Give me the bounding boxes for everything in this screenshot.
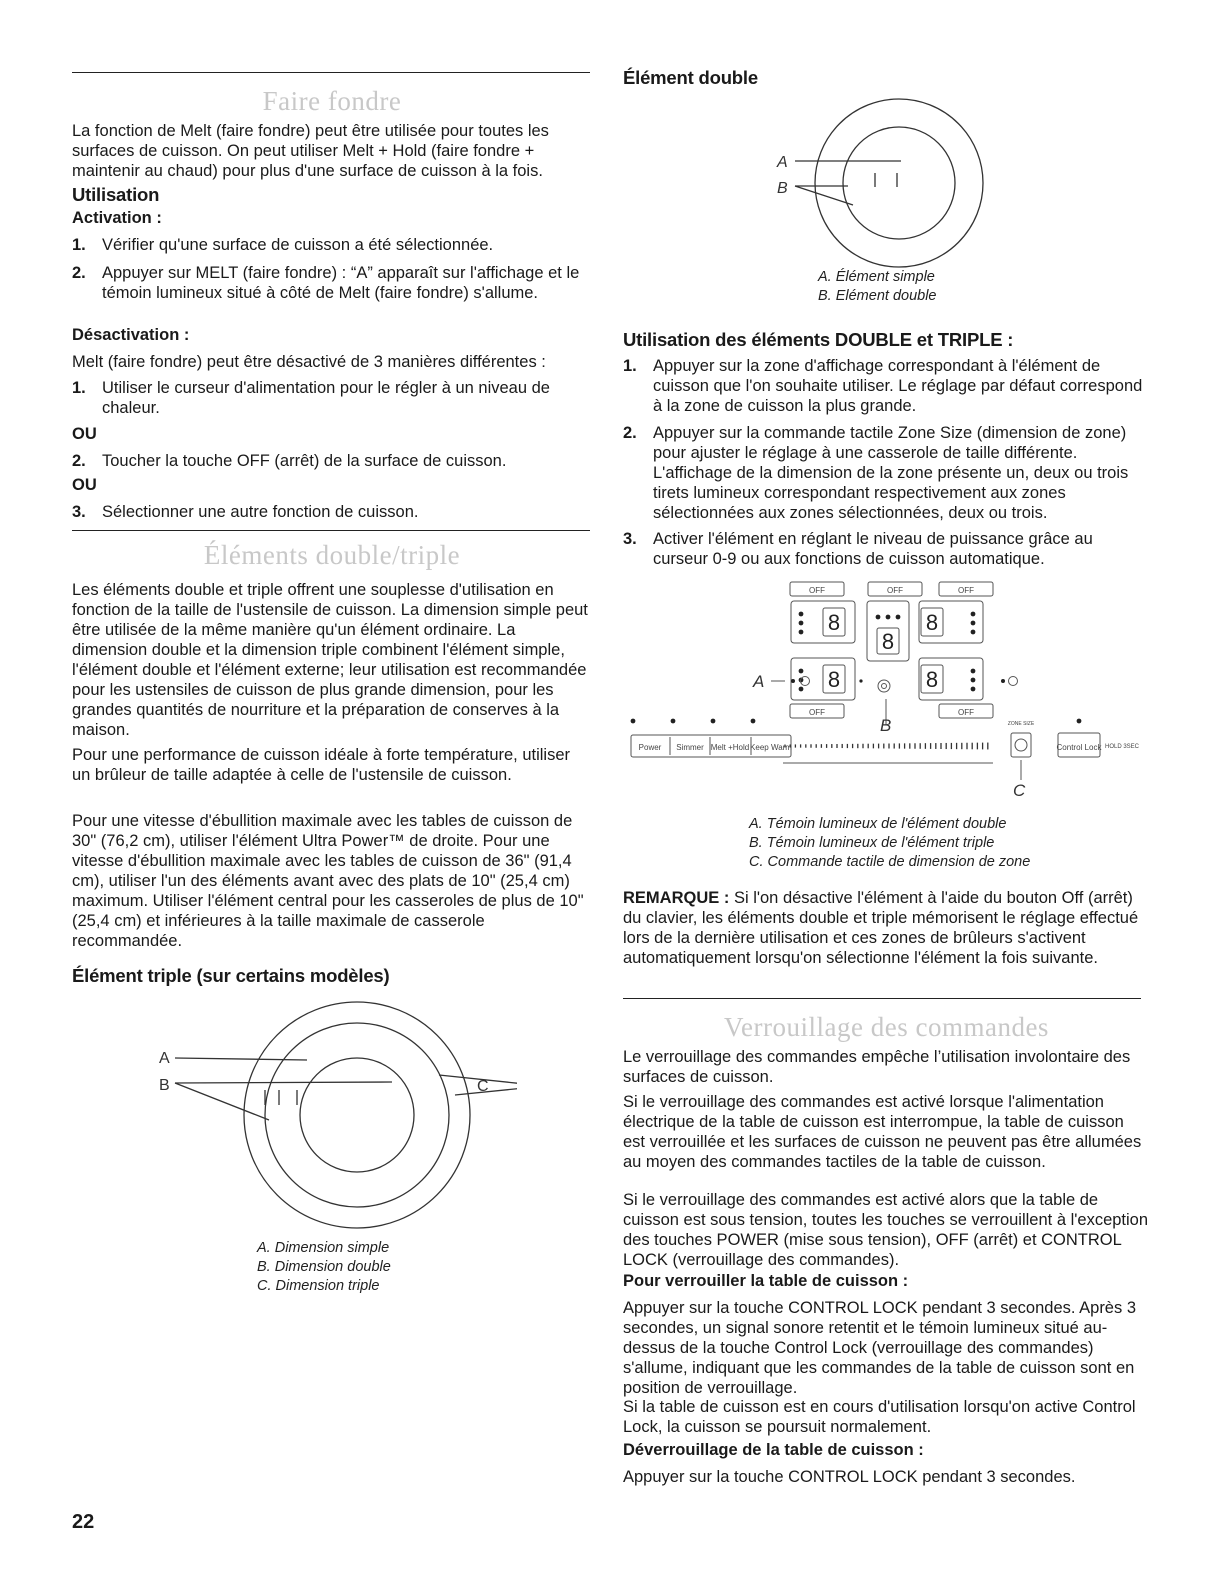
lock-p3: Si le verrouillage des commandes est activé alors que la table de cuisson est sous tension, toutes les touches se verrouillent à l'exception des touches POWER (mise sous tension), OFF (arrêt) et CONTROL LOCK (verrouillage des commandes). xyxy=(623,1191,1149,1269)
triple-element-heading: Élément triple (sur certains modèles) xyxy=(72,965,390,986)
svg-text:Melt +Hold: Melt +Hold xyxy=(710,743,750,752)
double-triple-section-title: Éléments double/triple xyxy=(203,540,461,570)
svg-text:OFF: OFF xyxy=(958,586,974,595)
list-item: 2. Appuyer sur la commande tactile Zone Size (dimension de zone) pour ajuster le réglage à une casserole de taille différente. L'affichage de la dimension de la zone présente un, deux ou trois tirets lumineux correspondant respectivement aux zones sélectionnées aux zones sélectionnées, deux ou trois. xyxy=(623,424,1129,522)
triple-element-captions: A. Dimension simple B. Dimension double C. Dimension triple xyxy=(257,1240,391,1294)
lock-heading: Pour verrouiller la table de cuisson : xyxy=(623,1272,909,1290)
melt-section-title: Faire fondre xyxy=(262,86,402,116)
label-b: B xyxy=(159,1077,170,1094)
or-label: OU xyxy=(72,476,97,494)
svg-text:OFF: OFF xyxy=(809,708,825,717)
double-element-diagram xyxy=(763,95,993,275)
double-triple-p1: Les éléments double et triple offrent une souplesse d'utilisation en fonction de la taille de l'ustensile de cuisson. La dimension simple peut être utilisée de la même manière qu'un élément ordinaire. La dimension double et la dimension triple combinent l'élément simple, l'élément double et l'élément externe; leur utilisation est recommandée pour les ustensiles de cuisson de plus grande dimension, pour les grandes quantités de nourriture et la préparation de conserves à la maison. xyxy=(72,581,588,739)
power-slider xyxy=(785,743,988,750)
or-label: OU xyxy=(72,425,97,443)
list-item: 1. Utiliser le curseur d'alimentation pour le régler à un niveau de chaleur. xyxy=(72,379,550,417)
remark-label: REMARQUE : xyxy=(623,889,730,907)
svg-text:8: 8 xyxy=(881,629,895,654)
svg-text:OFF: OFF xyxy=(809,586,825,595)
double-triple-p3: Pour une vitesse d'ébullition maximale avec les tables de cuisson de 30" (76,2 cm), utiliser l'élément Ultra Power™ de droite. Pour une vitesse d'ébullition maximale avec les tables de cuisson de 36" (91,4 cm), utiliser l'un des éléments avant avec des plats de 10" (25,4 cm) maximum. Utiliser l'élément central pour les casseroles de plus de 10" (25,4 cm) et inférieures à la taille maximale de casserole recommandée. xyxy=(72,812,584,950)
page-number: 22 xyxy=(72,1511,95,1533)
svg-text:Keep Warm: Keep Warm xyxy=(750,743,792,752)
svg-text:Simmer: Simmer xyxy=(676,743,704,752)
list-item: 1. Vérifier qu'une surface de cuisson a été sélectionnée. xyxy=(72,236,494,254)
label-a: A xyxy=(777,154,788,171)
outer-ring xyxy=(815,99,983,267)
melt-intro: La fonction de Melt (faire fondre) peut être utilisée pour toutes les surfaces de cuisson. On peut utiliser Melt + Hold (faire fondre + maintenir au chaud) pour plus d'une surface de cuisson à la fois. xyxy=(72,122,549,180)
svg-text:8: 8 xyxy=(925,610,939,635)
deactivation-intro: Melt (faire fondre) peut être désactivé de 3 manières différentes : xyxy=(72,353,546,371)
control-panel-diagram xyxy=(623,575,1150,800)
deactivation-label: Désactivation : xyxy=(72,326,190,344)
lock-p1: Le verrouillage des commandes empêche l’utilisation involontaire des surfaces de cuisson. xyxy=(623,1048,1131,1086)
svg-text:8: 8 xyxy=(827,667,841,692)
triple-indicator xyxy=(878,680,890,692)
section-divider xyxy=(623,998,1141,999)
section-divider xyxy=(72,72,590,73)
section-divider xyxy=(72,530,590,531)
svg-text:8: 8 xyxy=(827,610,841,635)
triple-element-diagram xyxy=(157,995,517,1240)
remark xyxy=(623,888,1150,968)
list-item: 2. Appuyer sur MELT (faire fondre) : “A” apparaît sur l'affichage et le témoin lumineux situé à côté de Melt (faire fondre) s'allume. xyxy=(72,264,580,302)
label-b: B xyxy=(880,716,892,735)
svg-text:OFF: OFF xyxy=(958,708,974,717)
lock-p4: Appuyer sur la touche CONTROL LOCK pendant 3 secondes. Après 3 secondes, un signal sonore retentit et le témoin lumineux situé au-dessus de la touche Control Lock (verrouillage des commandes) s'allume, indiquant que les commandes de la table de cuisson sont en position de verrouillage. xyxy=(623,1299,1136,1397)
label-a: A xyxy=(753,672,765,691)
svg-text:8: 8 xyxy=(925,667,939,692)
svg-text:ZONE SIZE: ZONE SIZE xyxy=(1007,721,1035,727)
list-item: 3. Activer l'élément en réglant le niveau de puissance grâce au curseur 0-9 ou aux fonctions de cuisson automatique. xyxy=(623,530,1093,568)
double-element-heading: Élément double xyxy=(623,67,758,88)
label-c: C xyxy=(1013,781,1026,800)
inner-ring xyxy=(300,1058,414,1172)
lock-section-title: Verrouillage des commandes xyxy=(724,1012,1049,1042)
list-item: 2. Toucher la touche OFF (arrêt) de la surface de cuisson. xyxy=(72,452,507,470)
svg-text:Control Lock: Control Lock xyxy=(1056,743,1102,752)
use-heading: Utilisation xyxy=(72,184,160,205)
middle-ring xyxy=(265,1023,449,1207)
label-a: A xyxy=(159,1050,170,1067)
label-b: B xyxy=(777,180,788,197)
usage-heading: Utilisation des éléments DOUBLE et TRIPLE : xyxy=(623,329,1014,350)
zone-size-button xyxy=(1011,733,1031,757)
double-element-captions: A. Élément simple B. Elément double xyxy=(818,269,937,304)
svg-text:HOLD 3SEC: HOLD 3SEC xyxy=(1104,744,1140,750)
inner-ring xyxy=(843,127,955,239)
list-item: 3. Sélectionner une autre fonction de cuisson. xyxy=(72,503,419,521)
control-panel-captions: A. Témoin lumineux de l'élément double B. Témoin lumineux de l'élément triple C. Commande tactile de dimension de zone xyxy=(749,816,1031,870)
remark-text: Si l'on désactive l'élément à l'aide du bouton Off (arrêt) du clavier, les éléments double et triple mémorisent le réglage effectué lors de la dernière utilisation et ces zones de brûleurs s'activent automatiquement lorsqu'on sélectionne l'élément la fois suivante. xyxy=(623,889,1139,967)
lock-p6: Appuyer sur la touche CONTROL LOCK pendant 3 secondes. xyxy=(623,1468,1076,1486)
svg-text:OFF: OFF xyxy=(887,586,903,595)
unlock-heading: Déverrouillage de la table de cuisson : xyxy=(623,1441,924,1459)
lock-p2: Si le verrouillage des commandes est activé lorsque l'alimentation électrique de la table de cuisson est interrompue, la table de cuisson est verrouillée et les surfaces de cuisson ne peuvent pas être allumées au moyen des commandes tactiles de la table de cuisson. xyxy=(623,1093,1142,1171)
svg-text:Power: Power xyxy=(638,743,662,752)
lock-p5: Si la table de cuisson est en cours d'utilisation lorsqu'on active Control Lock, la cuisson se poursuit normalement. xyxy=(623,1398,1136,1436)
activation-label: Activation : xyxy=(72,209,162,227)
label-c: C xyxy=(477,1078,489,1095)
outer-ring xyxy=(244,1002,470,1228)
list-item: 1. Appuyer sur la zone d'affichage correspondant à l'élément de cuisson que l'on souhaite utiliser. Le réglage par défaut correspond à la zone de cuisson la plus grande. xyxy=(623,357,1143,415)
double-triple-p2: Pour une performance de cuisson idéale à forte température, utiliser un brûleur de taille adaptée à celle de l'ustensile de cuisson. xyxy=(72,746,571,784)
